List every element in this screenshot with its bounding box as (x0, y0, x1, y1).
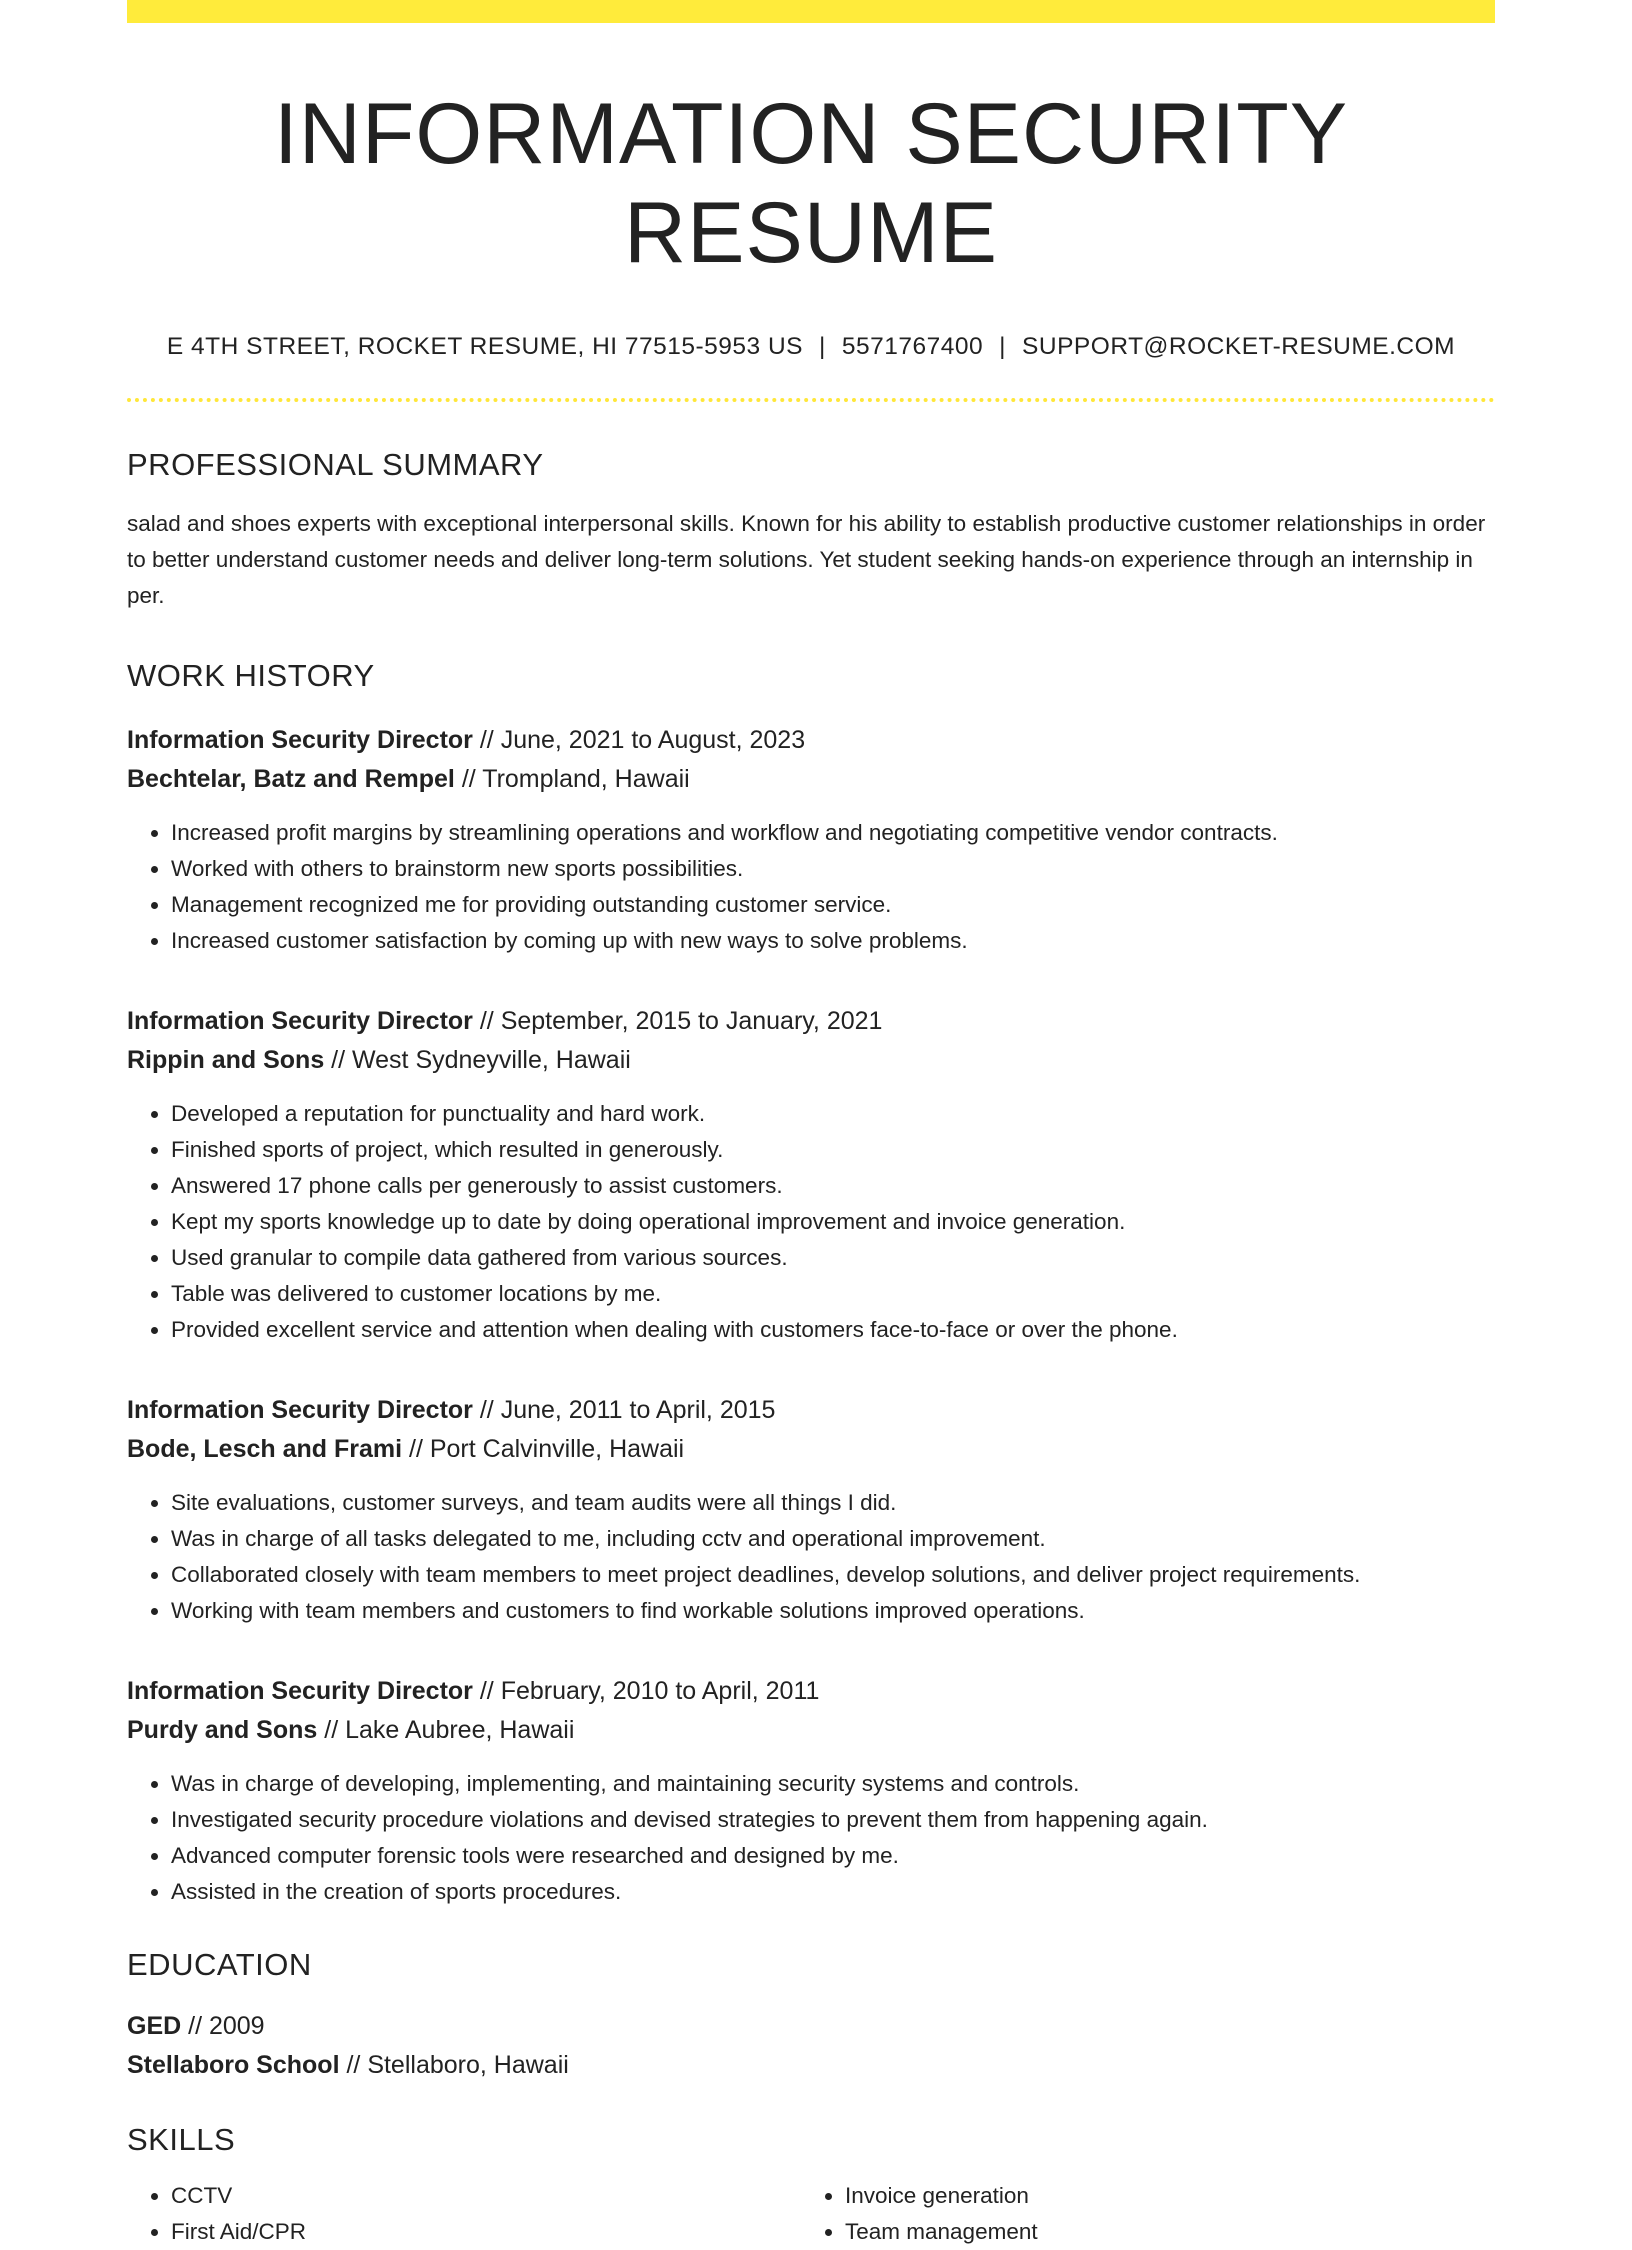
section-title-summary: PROFESSIONAL SUMMARY (127, 447, 544, 483)
education-school-line (127, 2046, 1495, 2085)
job-bullet: • Used granular to compile data gathered from various sources. (171, 1240, 1495, 1276)
job-bullet: • Answered 17 phone calls per generously to assist customers. (171, 1168, 1495, 1204)
job-bullet: • Working with team members and customers to find workable solutions improved operations. (171, 1593, 1495, 1629)
job-role-line (127, 1391, 1495, 1430)
job-bullet: • Table was delivered to customer locations by me. (171, 1276, 1495, 1312)
job-company: Bode, Lesch and Frami (127, 1434, 403, 1463)
job-dates: // September, 2015 to January, 2021 (472, 1006, 883, 1035)
job-company: Bechtelar, Batz and Rempel (127, 764, 455, 793)
education-year: // 2009 (181, 2011, 265, 2040)
job-bullet: • Was in charge of all tasks delegated to me, including cctv and operational improvement. (171, 1521, 1495, 1557)
job-location: // Lake Aubree, Hawaii (317, 1715, 575, 1744)
job-role: Information Security Director (127, 1006, 473, 1035)
job-company-line (127, 1711, 1495, 1750)
job-bullet: • Worked with others to brainstorm new sports possibilities. (171, 851, 1495, 887)
job-company-line (127, 1430, 1495, 1469)
skill-item: • CCTV (171, 2178, 801, 2214)
skills-right-column (801, 2178, 1475, 2250)
job-company: Purdy and Sons (127, 1715, 318, 1744)
section-title-education: EDUCATION (127, 1946, 312, 1982)
job-company-line (127, 760, 1495, 799)
resume-title: INFORMATION SECURITY RESUME (273, 86, 1349, 281)
job-bullet-list (127, 1096, 1495, 1348)
job-location: // West Sydneyville, Hawaii (324, 1045, 631, 1074)
job-entry (127, 721, 1495, 959)
education-entry (127, 2007, 1495, 2085)
job-bullet: • Provided excellent service and attention when dealing with customers face-to-face or over the phone. (171, 1312, 1495, 1348)
job-role-line (127, 1002, 1495, 1041)
job-location: // Port Calvinville, Hawaii (402, 1434, 685, 1463)
skill-item: • Invoice generation (845, 2178, 1475, 2214)
contact-phone: 5571767400 (841, 332, 984, 360)
skills-left-column (127, 2178, 801, 2250)
job-bullet: • Kept my sports knowledge up to date by doing operational improvement and invoice generation. (171, 1204, 1495, 1240)
job-dates: // June, 2021 to August, 2023 (472, 725, 806, 754)
job-role-line (127, 1672, 1495, 1711)
education-school: Stellaboro School (127, 2050, 340, 2079)
job-bullet: • Investigated security procedure violations and devised strategies to prevent them from happening again. (171, 1802, 1495, 1838)
work-history-list (127, 721, 1495, 1910)
job-role: Information Security Director (127, 1676, 473, 1705)
skill-item: • Team management (845, 2214, 1475, 2250)
job-bullet: • Site evaluations, customer surveys, and team audits were all things I did. (171, 1485, 1495, 1521)
resume-page (127, 0, 1495, 2250)
section-title-skills: SKILLS (127, 2121, 236, 2157)
job-dates: // February, 2010 to April, 2011 (472, 1676, 820, 1705)
section-title-work-history: WORK HISTORY (127, 658, 375, 694)
job-role: Information Security Director (127, 725, 473, 754)
job-bullet-list (127, 1766, 1495, 1910)
job-bullet: • Management recognized me for providing outstanding customer service. (171, 887, 1495, 923)
job-bullet: • Collaborated closely with team members to meet project deadlines, develop solutions, and deliver project requirements. (171, 1557, 1495, 1593)
job-entry (127, 1002, 1495, 1348)
job-bullet-list (127, 1485, 1495, 1629)
job-role: Information Security Director (127, 1395, 473, 1424)
job-bullet: • Was in charge of developing, implementing, and maintaining security systems and controls. (171, 1766, 1495, 1802)
job-bullet: • Increased profit margins by streamlining operations and workflow and negotiating competitive vendor contracts. (171, 815, 1495, 851)
education-degree: GED (127, 2011, 182, 2040)
accent-top-bar (127, 0, 1495, 23)
job-location: // Trompland, Hawaii (454, 764, 690, 793)
job-bullet: • Developed a reputation for punctuality and hard work. (171, 1096, 1495, 1132)
job-entry (127, 1391, 1495, 1629)
job-company-line (127, 1041, 1495, 1080)
job-bullet: • Increased customer satisfaction by coming up with new ways to solve problems. (171, 923, 1495, 959)
contact-separator: | (819, 332, 826, 360)
summary-text: salad and shoes experts with exceptional interpersonal skills. Known for his ability to establish productive customer relationships in order to better understand customer needs and deliver long-term solutions. Yet student seeking hands-on experience through an internship in per. (127, 511, 1486, 609)
job-entry (127, 1672, 1495, 1910)
job-role-line (127, 721, 1495, 760)
skills-grid (127, 2178, 1495, 2250)
education-location: // Stellaboro, Hawaii (339, 2050, 569, 2079)
contact-line (127, 332, 1495, 361)
job-bullet: • Assisted in the creation of sports procedures. (171, 1874, 1495, 1910)
skill-item: • First Aid/CPR (171, 2214, 801, 2250)
contact-address: E 4TH STREET, ROCKET RESUME, HI 77515-5953 US (166, 332, 804, 360)
dotted-divider (127, 398, 1495, 402)
job-bullet: • Finished sports of project, which resulted in generously. (171, 1132, 1495, 1168)
job-bullet: • Advanced computer forensic tools were researched and designed by me. (171, 1838, 1495, 1874)
job-bullet-list (127, 815, 1495, 959)
education-degree-line (127, 2007, 1495, 2046)
job-dates: // June, 2011 to April, 2015 (472, 1395, 776, 1424)
job-company: Rippin and Sons (127, 1045, 325, 1074)
contact-separator: | (999, 332, 1007, 360)
contact-email: SUPPORT@ROCKET-RESUME.COM (1022, 332, 1456, 360)
